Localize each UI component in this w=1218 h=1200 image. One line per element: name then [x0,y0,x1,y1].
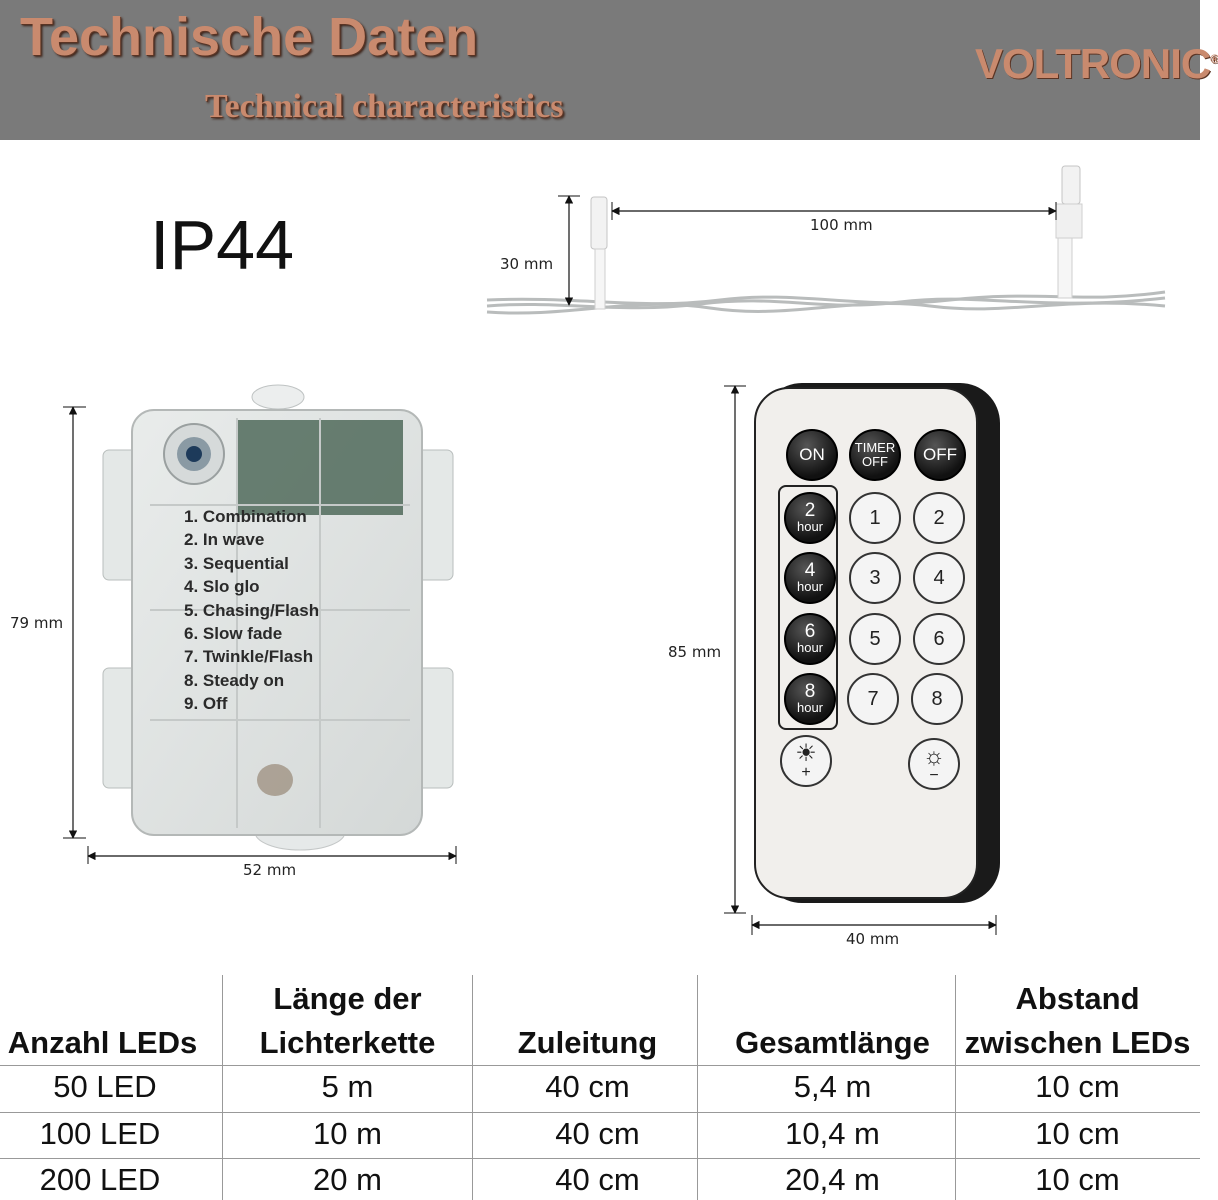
table-header-rule [0,1065,1200,1066]
mode-3-button[interactable]: 3 [849,552,901,604]
header-total-length: Gesamtlänge [735,1025,930,1060]
battery-width-label: 52 mm [243,861,297,879]
header-led-spacing-line1: Abstand [1015,981,1140,1016]
timer-4-hour-button[interactable] [784,552,836,604]
mode-item: 4. Slo glo [184,577,260,597]
table-divider [472,975,473,1200]
minus-label: − [929,767,939,784]
hour-value: 4 [804,560,816,581]
timer-6-hour-button[interactable] [784,613,836,665]
mode-item: 9. Off [184,694,228,714]
mode-5-button[interactable]: 5 [849,613,901,665]
led-bulb-right [1056,166,1082,298]
table-cell: 10,4 m [785,1116,880,1151]
mode-list [184,505,319,716]
table-cell: 10 cm [1035,1162,1120,1197]
table-cell: 40 cm [555,1162,640,1197]
string-height-label: 30 mm [500,255,554,273]
table-cell: 10 cm [1035,1069,1120,1104]
battery-height-label: 79 mm [10,614,64,632]
table-cell: 200 LED [39,1162,161,1197]
mode-item: 3. Sequential [184,553,289,573]
mode-item: 2. In wave [184,530,265,550]
mode-item: 5. Chasing/Flash [184,600,320,620]
mode-4-button[interactable]: 4 [913,552,965,604]
table-cell: 100 LED [39,1116,161,1151]
table-cell: 10 cm [1035,1116,1120,1151]
table-divider [222,975,223,1200]
remote-width-label: 40 mm [846,930,900,948]
mode-1-button[interactable]: 1 [849,492,901,544]
off-button[interactable]: OFF [914,429,966,481]
brightness-up-button[interactable] [780,735,832,787]
remote-height-label: 85 mm [668,643,722,661]
timer-8-hour-button[interactable] [784,673,836,725]
mode-item: 6. Slow fade [184,624,283,644]
brightness-down-button[interactable] [908,738,960,790]
table-cell: 20 m [313,1162,382,1197]
mode-item: 1. Combination [184,507,307,526]
table-cell: 20,4 m [785,1162,880,1197]
mode-item: 7. Twinkle/Flash [184,647,314,667]
ip-rating: IP44 [150,206,294,284]
mode-6-button[interactable]: 6 [913,613,965,665]
header-led-count: Anzahl LEDs [7,1025,198,1060]
brand-registered-mark: ® [1210,52,1218,66]
hour-unit: hour [796,700,824,715]
brand-name: VOLTRONIC [975,40,1211,87]
on-button[interactable]: ON [786,429,838,481]
table-cell: 40 cm [555,1116,640,1151]
mode-item: 8. Steady on [184,670,285,690]
hour-value: 8 [804,681,816,702]
hour-unit: hour [796,640,824,655]
hour-unit: hour [796,519,824,534]
header-led-spacing-line2: zwischen LEDs [964,1025,1191,1060]
title-english: Technical characteristics [205,88,564,125]
timer-label: TIMER [854,440,896,455]
header-chain-length-line2: Lichterkette [259,1025,436,1060]
header-chain-length-line1: Länge der [273,981,422,1016]
spacing-label: 100 mm [810,216,873,234]
table-cell: 10 m [313,1116,382,1151]
hour-unit: hour [796,579,824,594]
timer-off-button[interactable] [849,429,901,481]
header-lead-cable: Zuleitung [517,1025,658,1060]
mode-2-button[interactable]: 2 [913,492,965,544]
mode-8-button[interactable]: 8 [911,673,963,725]
table-row-rule [0,1158,1200,1159]
plus-label: + [801,764,811,781]
table-cell: 40 cm [545,1069,630,1104]
mode-7-button[interactable]: 7 [847,673,899,725]
table-cell: 5 m [321,1069,374,1104]
sun-icon: ☀ [795,740,817,767]
timer-off-label: OFF [862,454,888,469]
sun-outline-icon: ☼ [923,743,945,770]
hour-value: 2 [804,500,816,521]
table-cell: 50 LED [53,1069,157,1104]
title-german: Technische Daten [20,7,479,67]
timer-2-hour-button[interactable] [784,492,836,544]
led-bulb-left [591,197,607,309]
table-row-rule [0,1112,1200,1113]
hour-value: 6 [804,621,816,642]
table-cell: 5,4 m [793,1069,872,1104]
